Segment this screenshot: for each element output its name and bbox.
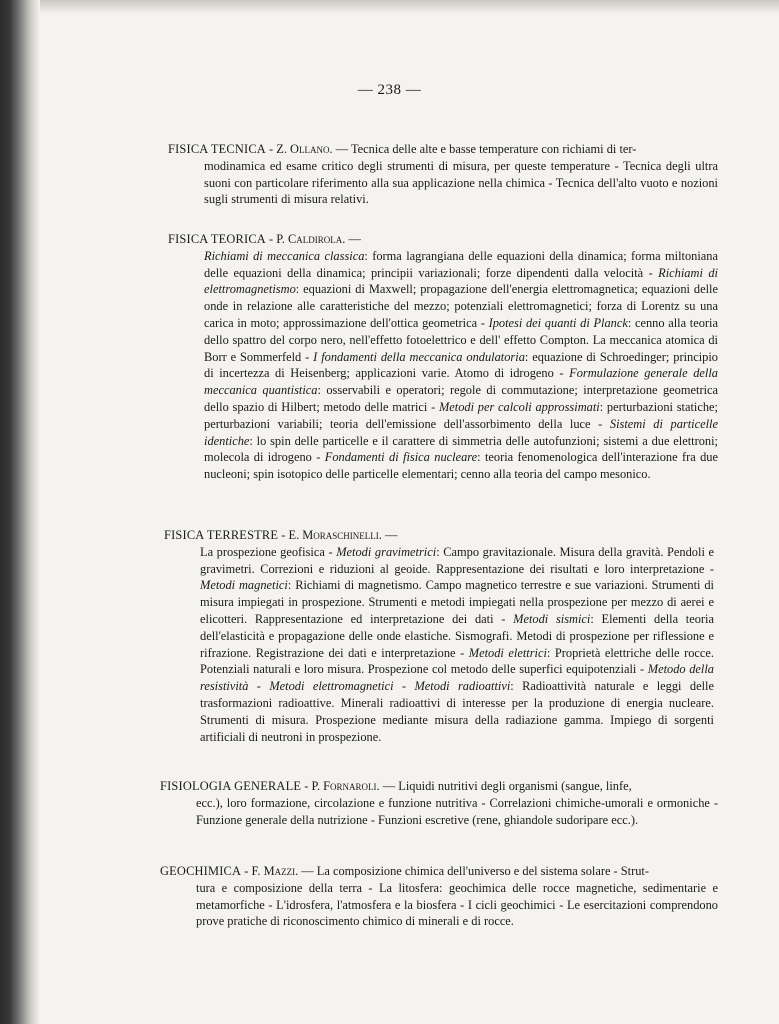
scan-binding-edge (0, 0, 40, 1024)
entry-body: ecc.), loro formazione, circolazione e funzione nutritiva - Correlazioni chimiche-umorali e ormoniche - Funzione generale della nutrizione - Funzioni escretive (rene, ghiandole sudoripare ecc.). (196, 795, 718, 827)
course-author: F. Mazzi. (251, 864, 299, 878)
topic-title: I fondamenti della meccanica ondulatoria (313, 349, 525, 364)
page-number: — 238 — (357, 82, 422, 98)
topic-title: Metodi per calcoli approssimati (438, 399, 600, 414)
topic-text: : Richiami di magnetismo. Campo magnetico terrestre e sue variazioni. Strumenti di misura impiegati in prospezione. Strumenti e metodi impiegati nella prospezione per mezzo di aerei e elicotteri. Rappresentazione ed interpretazione dei dati - (200, 578, 714, 626)
course-title: GEOCHIMICA (160, 864, 242, 878)
course-author: E. Moraschinelli. (288, 528, 382, 542)
course-entry-fisica-tecnica (168, 141, 718, 208)
entry-first-text: La composizione chimica dell'universo e del sistema solare - Strut- (316, 864, 650, 878)
topic-text: : Elementi della teoria dell'elasticità e propagazione delle onde elastiche. Sismografi. Metodi di prospezione per riflessione e rifrazione. Registrazione dei dati e interpretazione - (200, 611, 715, 660)
course-title: FISICA TEORICA (168, 232, 266, 246)
topic-text: : osservabili e operatori; regole di commutazione; interpretazione geometrica dello spazio di Hilbert; metodo delle matrici - (204, 383, 719, 414)
course-entry-fisica-terrestre (164, 527, 714, 745)
scan-top-edge (40, 0, 779, 14)
entry-first-line: FISICA TEORICA - P. Caldirola. — (168, 232, 361, 246)
course-title: FISICA TECNICA (168, 142, 266, 156)
entry-first-text: Tecnica delle alte e basse temperature con richiami di ter- (350, 142, 637, 156)
entry-first-line: FISICA TERRESTRE - E. Moraschinelli. — (164, 528, 398, 542)
entry-body: tura e composizione della terra - La litosfera: geochimica delle rocce magnetiche, sedimentarie e metamorfiche - L'idrosfera, l'atmosfera e la biosfera - I cicli geochimici - Le esercitazioni comprendono prove pratiche di riconoscimento chimico di minerali e di rocce. (196, 880, 718, 929)
topic-title: Metodi magnetici (200, 578, 288, 593)
topic-title: Fondamenti di fisica nucleare (324, 450, 478, 465)
topic-text: : teoria fenomenologica dell'interazione fra due nucleoni; spin isotopico delle particelle elementari; cenno alla teoria del campo mesonico. (204, 450, 718, 482)
topic-text: : Campo gravitazionale. Misura della gravità. Pendoli e gravimetri. Correzioni e riduzioni al geoide. Rappresentazione dei risultati e loro interpretazione - (200, 544, 714, 576)
entry-body (168, 248, 718, 483)
entry-first-text: Liquidi nutritivi degli organismi (sangue, linfe, (398, 779, 632, 793)
topic-title: Metodi sismici (513, 611, 591, 626)
topic-title: Sistemi di particelle identiche (204, 416, 719, 448)
topic-text: : cenno alla teoria dello spattro del corpo nero, nell'effetto fotoelettrico e dell' effetto Compton. La meccanica atomica di Borr e Sommerfeld - (204, 315, 718, 364)
topic-text: : Radioattività naturale e leggi delle trasformazioni radioattive. Minerali radioattivi di interesse per la produzione di energia nucleare. Strumenti di misura. Prospezione mediante misura della radiazione gamma. Impiego di sorgenti artificiali di neutroni in prospezione. (200, 679, 714, 744)
entry-body: modinamica ed esame critico degli strumenti di misura, per queste temperature - Tecnica degli ultra suoni con particolare riferimento alla sua applicazione nella chimica - Tecnica dell'alto vuoto e nozioni sugli strumenti di misura relativi. (204, 158, 718, 207)
entry-first-line: FISICA TECNICA - Z. Ollano. — Tecnica delle alte e basse temperature con richiami di ter- (168, 142, 637, 156)
course-entry-fisica-teorica (168, 231, 718, 483)
entry-first-line: GEOCHIMICA - F. Mazzi. — La composizione chimica dell'universo e del sistema solare - Strut- (160, 864, 650, 878)
topic-title: Metodi gravimetrici (336, 544, 437, 559)
topic-text: : Proprietà elettriche delle rocce. Potenziali naturali e loro misura. Prospezione col metodo delle superfici equipotenziali - (200, 645, 714, 677)
topic-title: Richiami di meccanica classica (204, 248, 365, 263)
topic-text: : equazioni di Maxwell; propagazione dell'energia elettromagnetica; equazioni delle onde in relazione alle caratteristiche del mezzo; potenziali elettromagnetici; forza di Lorentz su una carica in moto; approssimazione dell'ottica geometrica - (204, 282, 718, 330)
course-entry-fisiologia-generale (160, 778, 718, 828)
topic-title: Metodi elettrici (468, 645, 547, 660)
topic-title: Richiami di elettromagnetismo (204, 265, 718, 297)
course-author: P. Caldirola. (276, 232, 346, 246)
topic-title: Ipotesi dei quanti di Planck (488, 315, 628, 330)
topic-text: : equazione di Schroedinger; principio di incertezza di Heisenberg; applicazioni varie. Atomo di idrogeno - (204, 349, 718, 381)
course-entry-geochimica (160, 863, 718, 930)
topic-text: : forma lagrangiana delle equazioni della dinamica; forma miltoniana delle equazioni della dinamica; principii variazionali; forze dipendenti dalla velocità - (204, 248, 719, 280)
topic-title: Formulazione generale della meccanica quantistica (204, 366, 718, 398)
topic-text: : perturbazioni statiche; perturbazioni variabili; teoria dell'emissione dell'assorbimento della luce - (204, 399, 718, 431)
course-title: FISIOLOGIA GENERALE (160, 779, 302, 793)
entry-first-line: FISIOLOGIA GENERALE - P. Fornaroli. — Liquidi nutritivi degli organismi (sangue, linfe, (160, 779, 632, 793)
topic-title: Metodo della resistività - Metodi elettromagnetici - Metodi radioattivi (200, 662, 714, 694)
course-author: P. Fornaroli. (311, 779, 380, 793)
topic-text: La prospezione geofisica - (200, 544, 337, 559)
course-author: Z. Ollano. (276, 142, 333, 156)
course-title: FISICA TERRESTRE (164, 528, 279, 542)
entry-body (164, 544, 714, 746)
topic-text: : lo spin delle particelle e il carattere di simmetria delle autofunzioni; sistemi a due elettroni; molecola di idrogeno - (204, 433, 718, 465)
